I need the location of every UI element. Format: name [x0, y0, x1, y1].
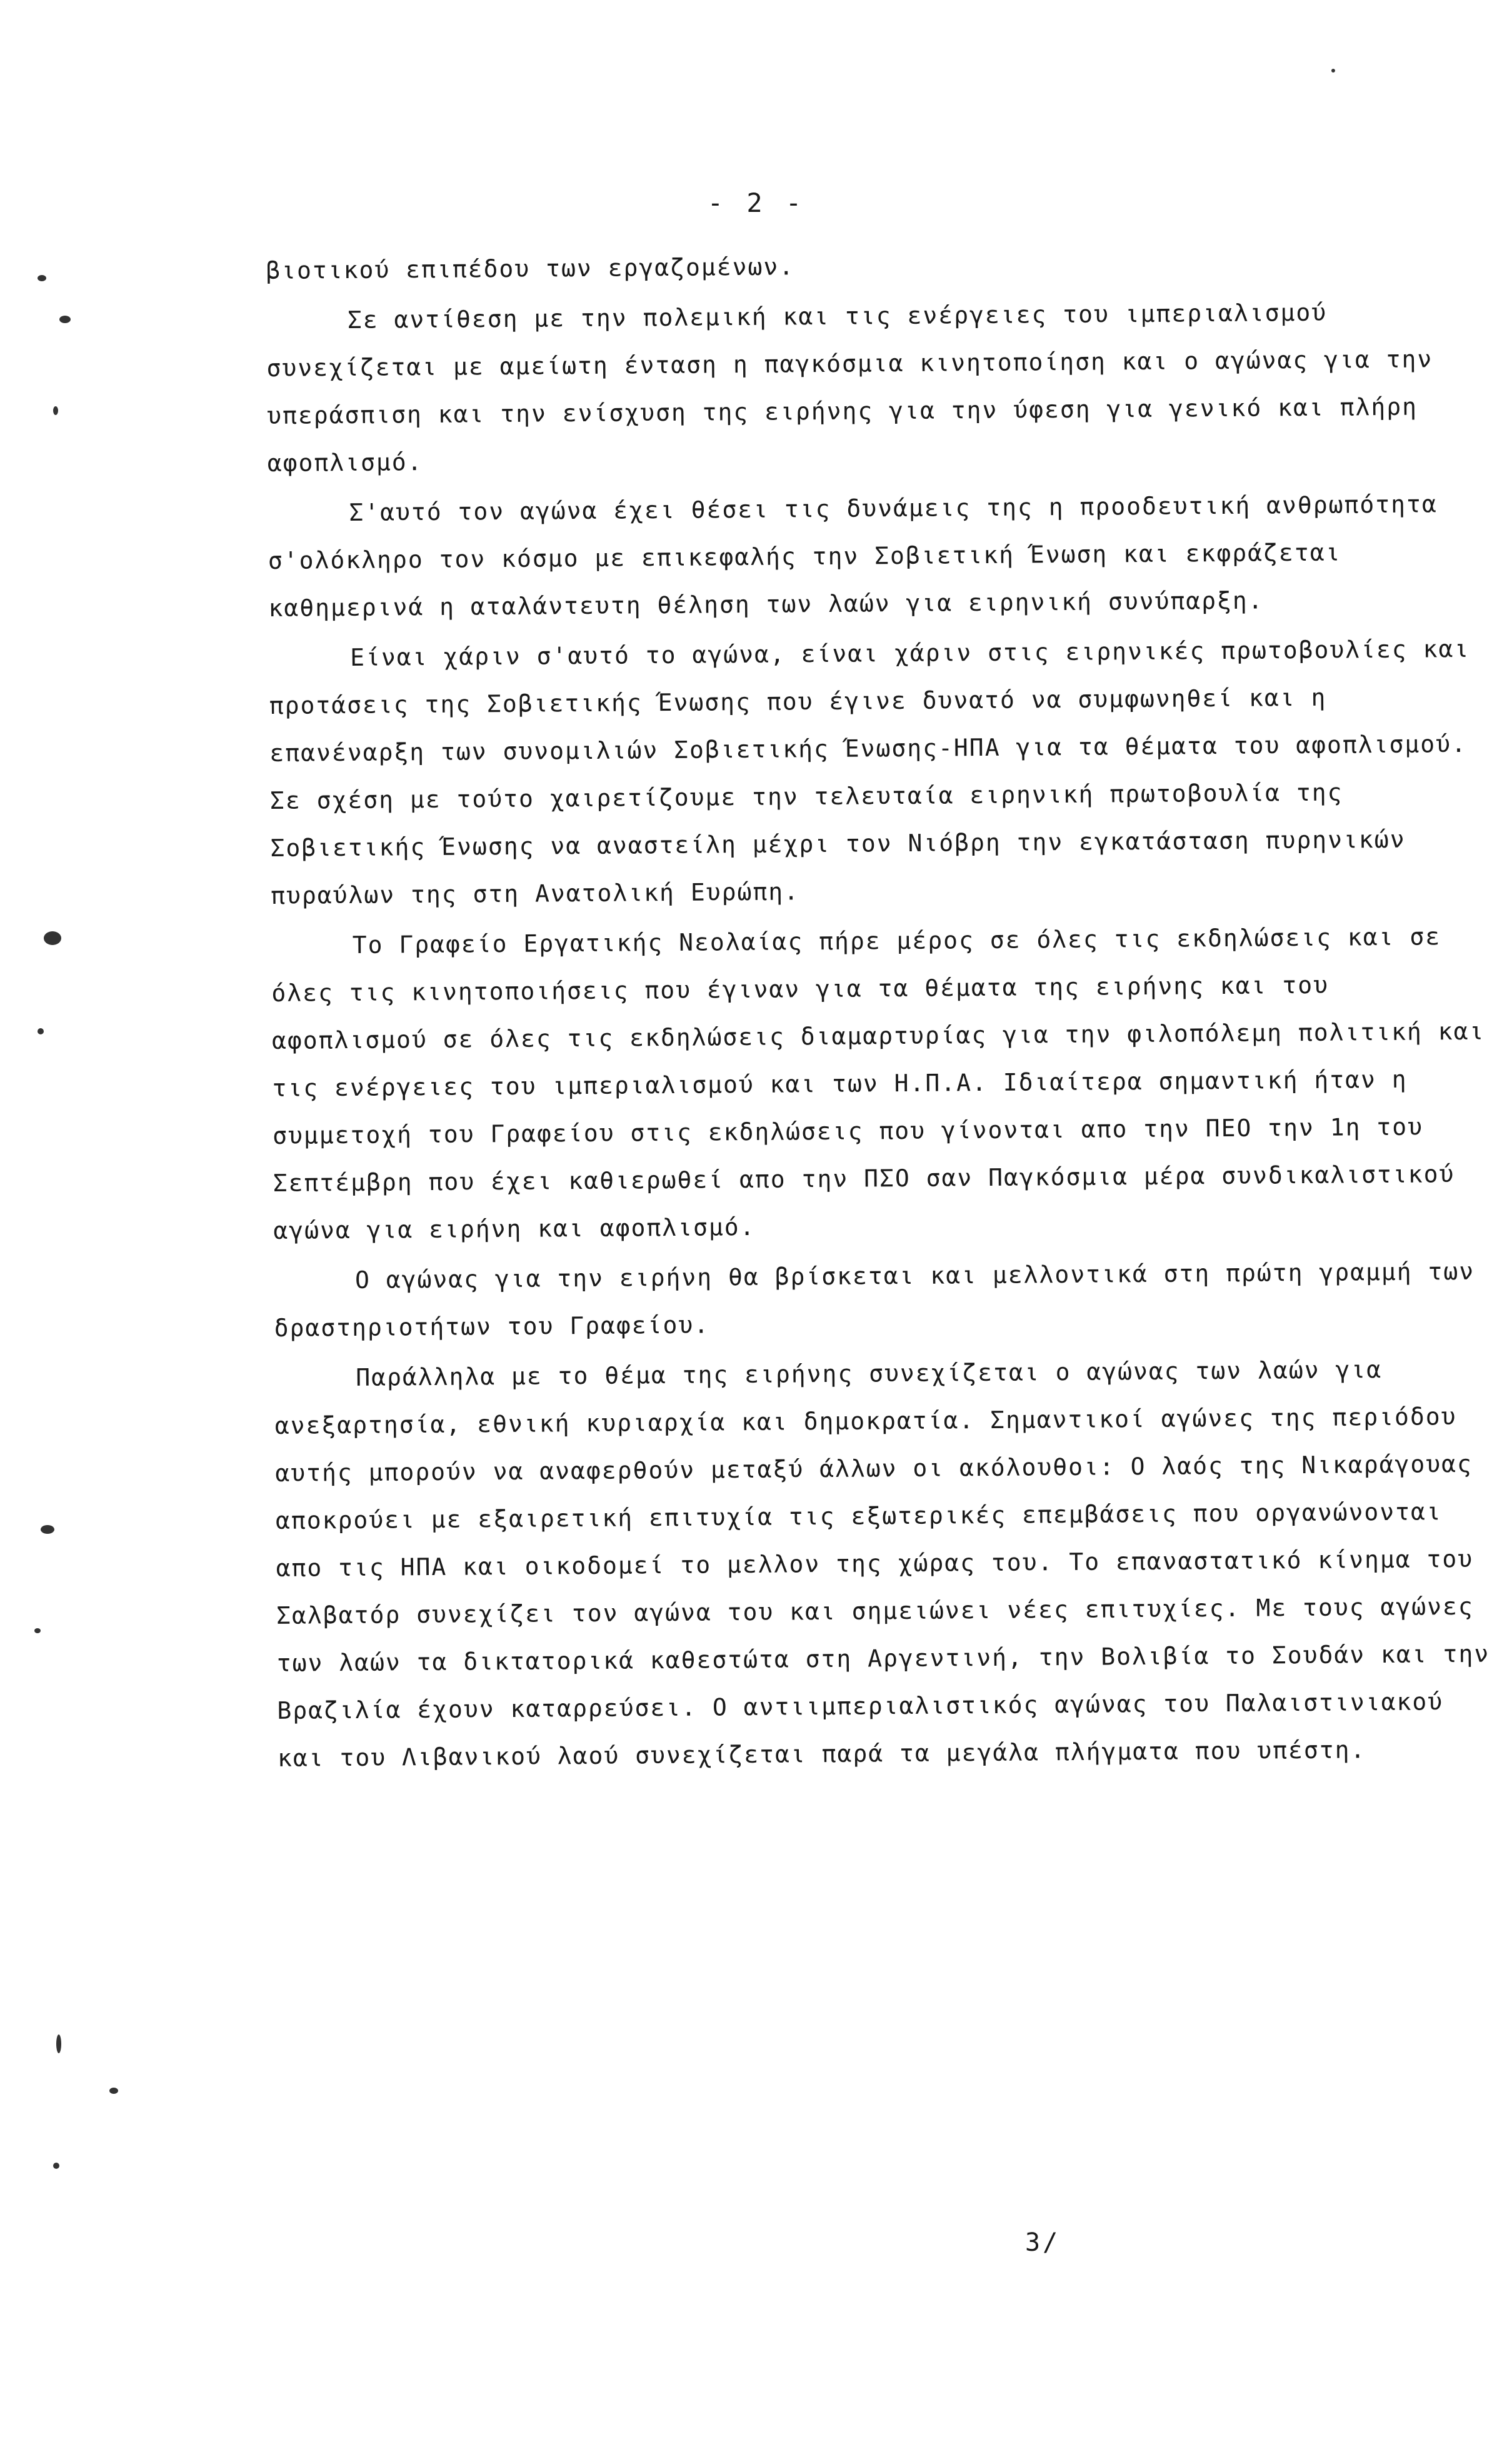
- paragraph-disarmament-talks: Είναι χάριν σ'αυτό το αγώνα, είναι χάριν στις ειρηνικές πρωτοβουλίες και προτάσεις της Σοβιετικής Ένωσης που έγινε δυνατό να συμφωνηθεί και η επανέναρξη των συνομιλιών Σοβιετικής Ένωσης-ΗΠΑ για τα θέματα του αφοπλισμού. Σε σχέση με τούτο χαιρετίζουμε την τελευταία ειρηνική πρωτοβουλία της Σοβιετικής Ένωσης να αναστείλη μέχρι τον Νιόβρη την εγκατάσταση πυρηνικών πυραύλων της στη Ανατολική Ευρώπη.: [269, 634, 1470, 909]
- scan-speck: [34, 1628, 41, 1633]
- scan-speck: [56, 2034, 61, 2053]
- scan-speck: [38, 275, 46, 281]
- scan-speck: [38, 1028, 44, 1034]
- scan-speck: [53, 2163, 59, 2169]
- paragraph-future-struggle: Ο αγώνας για την ειρήνη θα βρίσκεται και μελλοντικά στη πρώτη γραμμή των δραστηριοτήτων του Γραφείου.: [274, 1257, 1475, 1342]
- scan-speck: [1331, 69, 1335, 73]
- paragraph-continuation: βιοτικού επιπέδου των εργαζομένων.: [266, 253, 795, 284]
- scan-speck: [109, 2088, 118, 2094]
- scan-speck: [53, 406, 58, 415]
- paragraph-progressive-humanity: Σ'αυτό τον αγώνα έχει θέσει τις δυνάμεις της η προοδευτική ανθρωπότητα σ'ολόκληρο τον κόσμο με επικεφαλής την Σοβιετική Ένωση και εκφράζεται καθημερινά η αταλάντευτη θέληση των λαών για ειρηνική συνύπαρξη.: [268, 490, 1438, 622]
- paragraph-peace-mobilization: Σε αντίθεση με την πολεμική και τις ενέργειες του ιμπεριαλισμού συνεχίζεται με αμείωτη ένταση η παγκόσμια κινητοποίηση και ο αγώνας για την υπεράσπιση και την ενίσχυση της ειρήνης για την ύφεση για γενικό και πλήρη αφοπλισμό.: [266, 298, 1433, 477]
- scan-speck: [59, 316, 71, 323]
- scan-speck: [44, 931, 61, 945]
- next-page-reference: 3/: [1025, 2228, 1061, 2257]
- document-body: [266, 238, 1496, 1784]
- paragraph-youth-office: Το Γραφείο Εργατικής Νεολαίας πήρε μέρος σε όλες τις εκδηλώσεις και σε όλες τις κινητοποιήσεις που έγιναν για τα θέματα της ειρήνης και του αφοπλισμού σε όλες τις εκδηλώσεις διαμαρτυρίας για την φιλοπόλεμη πολιτική και τις ενέργειες του ιμπεριαλισμού και των Η.Π.Α. Ιδιαίτερα σημαντική ήταν η συμμετοχή του Γραφείου στις εκδηλώσεις που γίνονται απο την ΠΕΟ την 1η του Σεπτέμβρη που έχει καθιερωθεί απο την ΠΣΟ σαν Παγκόσμια μέρα συνδικαλιστικού αγώνα για ειρήνη και αφοπλισμό.: [271, 923, 1485, 1244]
- scan-speck: [41, 1525, 54, 1534]
- paragraph-independence-struggles: Παράλληλα με το θέμα της ειρήνης συνεχίζεται ο αγώνας των λαών για ανεξαρτησία, εθνική κυριαρχία και δημοκρατία. Σημαντικοί αγώνες της περιόδου αυτής μπορούν να αναφερθούν μεταξύ άλλων οι ακόλουθοι: Ο λαός της Νικαράγουας αποκρούει με εξαιρετική επιτυχία τις εξωτερικές επεμβάσεις που οργανώνονται απο τις ΗΠΑ και οικοδομεί το μελλον της χώρας του. Το επαναστατικό κίνημα του Σαλβατόρ συνεχίζει τον αγώνα του και σημειώνει νέες επιτυχίες. Με τους αγώνες των λαών τα δικτατορικά καθεστώτα στη Αργεντινή, την Βολιβία το Σουδάν και την Βραζιλία έχουν καταρρεύσει. Ο αντιιμπεριαλιστικός αγώνας του Παλαιστινιακού και του Λιβανικού λαού συνεχίζεται παρά τα μεγάλα πλήγματα που υπέστη.: [274, 1356, 1490, 1772]
- page-number: - 2 -: [707, 188, 806, 218]
